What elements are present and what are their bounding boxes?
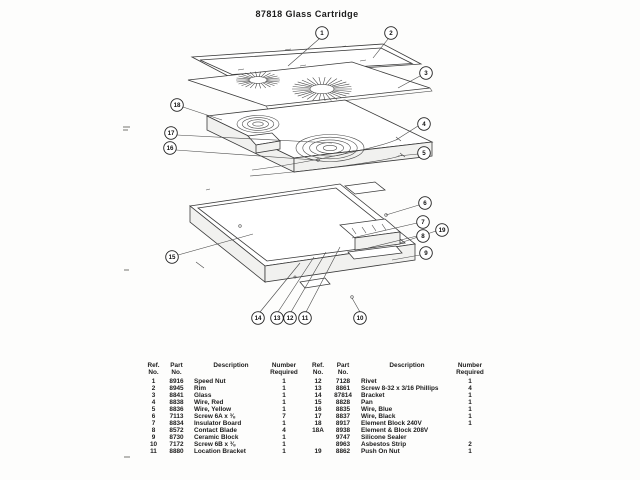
svg-text:2: 2 — [389, 30, 393, 38]
svg-text:10: 10 — [356, 315, 364, 323]
callout-8 — [417, 230, 430, 243]
table-row: 10 7172 Screw 6B x ⅜ 1 — [149, 441, 286, 448]
svg-text:7: 7 — [421, 219, 425, 227]
svg-text:19: 19 — [438, 227, 446, 235]
callout-9 — [420, 247, 433, 260]
table-row: 9 8730 Ceramic Block 1 — [151, 434, 286, 441]
svg-text:14: 14 — [254, 315, 262, 323]
svg-text:13: 13 — [273, 315, 281, 323]
location-bracket — [300, 278, 330, 288]
callout-19 — [436, 224, 449, 237]
svg-text:12: 12 — [286, 315, 294, 323]
callout-15 — [166, 251, 179, 264]
table-row: 18 8917 Element Block 240V 1 — [314, 420, 472, 427]
table-row: 15 8828 Pan 1 — [314, 399, 472, 406]
table-row: 16 8835 Wire, Blue 1 — [314, 406, 472, 413]
page-title: 87818 Glass Cartridge — [255, 9, 359, 19]
table-row: 3 8841 Glass 1 — [151, 392, 286, 399]
callout-12 — [284, 312, 297, 325]
callout-16 — [164, 142, 177, 155]
svg-text:3: 3 — [424, 70, 428, 78]
parts-table-right — [308, 362, 487, 455]
callout-7 — [417, 216, 430, 229]
table-row: 13 8861 Screw 8-32 x 3/16 Phillips 4 — [314, 385, 472, 392]
svg-text:18: 18 — [173, 102, 181, 110]
svg-text:15: 15 — [168, 254, 176, 262]
table-row: 11 8880 Location Bracket 1 — [150, 448, 286, 455]
svg-text:16: 16 — [166, 145, 174, 153]
pan-part — [190, 159, 415, 299]
callout-17 — [165, 127, 178, 140]
svg-text:9: 9 — [424, 250, 428, 258]
table-row: 14 87814 Bracket 1 — [314, 392, 472, 399]
table-header: Ref. No. Part No. Description Number Required — [147, 362, 298, 376]
callout-4 — [418, 118, 431, 131]
table-row: 17 8837 Wire, Black 1 — [314, 413, 472, 420]
table-row: 1 8916 Speed Nut 1 — [151, 378, 286, 385]
svg-text:1: 1 — [320, 30, 324, 38]
parts-table-left — [145, 362, 300, 455]
table-row: 6 7113 Screw 6A x ⅜ 7 — [151, 413, 286, 420]
callout-18 — [171, 99, 184, 112]
callout-10 — [354, 312, 367, 325]
bracket-part — [345, 182, 385, 194]
table-row: 8963 Asbestos Strip 2 — [335, 441, 472, 448]
callout-6 — [419, 197, 432, 210]
svg-text:6: 6 — [423, 200, 427, 208]
callout-11 — [299, 312, 312, 325]
table-row: 5 8836 Wire, Yellow 1 — [151, 406, 286, 413]
svg-text:5: 5 — [422, 150, 426, 158]
callout-5 — [418, 147, 431, 160]
callout-2 — [385, 27, 398, 40]
svg-text:17: 17 — [167, 130, 175, 138]
table-row: 9747 Silicone Sealer — [335, 434, 407, 441]
svg-text:4: 4 — [422, 121, 426, 129]
callout-1 — [316, 27, 329, 40]
table-row: 19 8862 Push On Nut 1 — [314, 448, 472, 455]
table-row: 4 8838 Wire, Red 1 — [151, 399, 286, 406]
callout-3 — [420, 67, 433, 80]
svg-text:11: 11 — [301, 315, 309, 323]
callout-14 — [252, 312, 265, 325]
svg-text:8: 8 — [421, 233, 425, 241]
table-row: 18A 8938 Element & Block 208V — [312, 427, 429, 434]
table-row: 8 8572 Contact Blade 4 — [151, 427, 286, 434]
callout-13 — [271, 312, 284, 325]
table-row: 7 8834 Insulator Board 1 — [151, 420, 286, 427]
table-row: 2 8945 Rim 1 — [151, 385, 286, 392]
table-row: 12 7128 Rivet 1 — [314, 378, 472, 385]
table-header: Ref. No. Part No. Description Number Required — [311, 362, 484, 376]
